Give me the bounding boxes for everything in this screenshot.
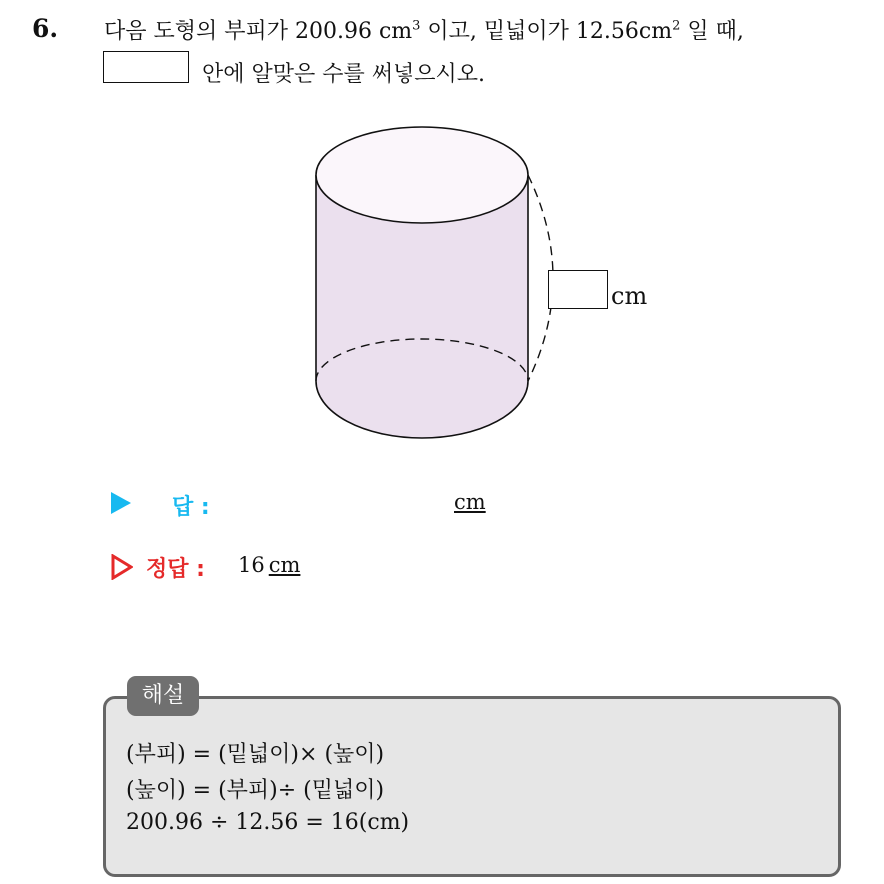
height-unit-label: cm (611, 282, 648, 310)
question-text-line2: 안에 알맞은 수를 써넣으시오. (202, 62, 485, 87)
solution-label: 정답 : (146, 557, 205, 582)
question-number: 6. (32, 14, 59, 43)
answer-label: 답 : (172, 495, 210, 520)
solution-answer (238, 553, 300, 577)
area-unit-exponent: 2 (672, 18, 681, 34)
explanation-line: (높이) = (부피)÷ (밑넓이) (126, 778, 385, 803)
explanation-title: 해설 (127, 676, 199, 716)
question-text-part: 이고, 밑넓이가 12.56cm (420, 19, 673, 44)
solution-arrow-icon (111, 554, 133, 580)
answer-arrow-icon (111, 492, 131, 514)
height-blank-box (548, 270, 608, 309)
question-text-part: 다음 도형의 부피가 200.96 cm (104, 19, 413, 44)
volume-unit-exponent: 3 (412, 18, 421, 34)
answer-unit: cm (454, 490, 486, 514)
explanation-line: 200.96 ÷ 12.56 = 16(cm) (126, 810, 410, 835)
explanation-line: (부피) = (밑넓이)× (높이) (126, 742, 385, 767)
question-text-part: 일 때, (680, 19, 744, 44)
solution-value: 16 (238, 553, 265, 577)
cylinder-bottom-front (316, 381, 528, 438)
solution-unit: cm (268, 553, 301, 577)
cylinder-top (316, 127, 528, 223)
